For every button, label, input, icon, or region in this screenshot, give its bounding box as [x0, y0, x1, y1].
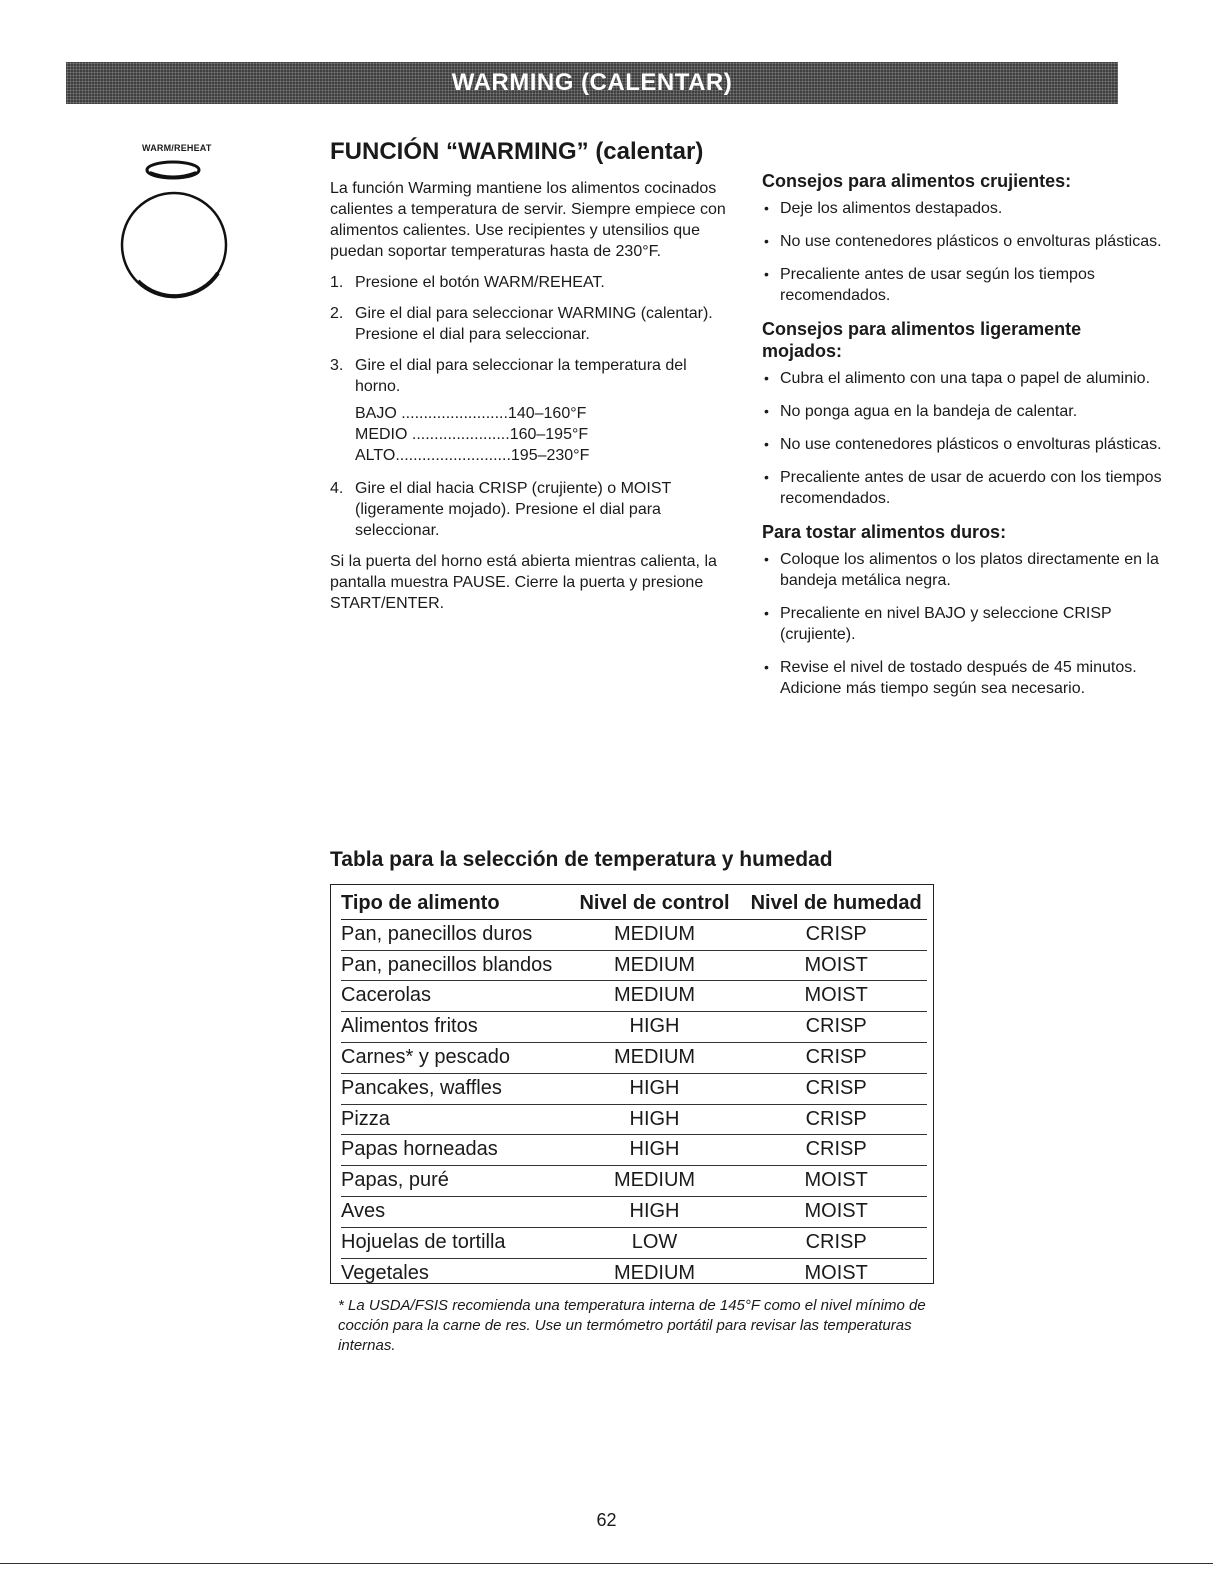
control-level-cell: MEDIUM [564, 950, 746, 981]
control-level-cell: MEDIUM [564, 1042, 746, 1073]
temp-label: BAJO ........................ [355, 405, 508, 422]
steps-list [330, 272, 730, 397]
food-type-cell: Pizza [341, 1104, 564, 1135]
step-text: Gire el dial para seleccionar WARMING (calentar). Presione el dial para seleccionar. [355, 305, 713, 343]
control-level-cell: MEDIUM [564, 1166, 746, 1197]
moisture-level-cell: MOIST [745, 1166, 927, 1197]
food-type-cell: Alimentos fritos [341, 1012, 564, 1043]
food-type-cell: Pan, panecillos blandos [341, 950, 564, 981]
step-item [330, 355, 730, 397]
table-row [341, 919, 927, 950]
food-type-cell: Hojuelas de tortilla [341, 1227, 564, 1258]
selection-table [341, 889, 927, 1288]
table-row [341, 1012, 927, 1043]
temp-value: 140–160°F [507, 405, 587, 422]
tip-item: • Deje los alimentos destapados. [762, 198, 1162, 219]
tips-heading-toast: Para tostar alimentos duros: [762, 522, 1007, 542]
tip-item: • Cubra el alimento con una tapa o papel de aluminio. [762, 368, 1162, 389]
tips-heading-crisp: Consejos para alimentos crujientes: [762, 171, 1072, 191]
food-type-cell: Aves [341, 1196, 564, 1227]
step-number: 3. [330, 357, 344, 374]
tip-item: • Precaliente antes de usar según los tiempos recomendados. [762, 264, 1162, 306]
footnote: * La USDA/FSIS recomienda una temperatura interna de 145°F como el nivel mínimo de cocción para la carne de res. Use un termómetro portátil para revisar las temperaturas internas. [338, 1297, 926, 1354]
step-number: 2. [330, 305, 344, 322]
moisture-level-cell: CRISP [745, 1135, 927, 1166]
temp-row [355, 424, 730, 445]
step-text: Gire el dial para seleccionar la temperatura del horno. [355, 357, 687, 395]
banner-title: WARMING (CALENTAR) [451, 69, 733, 96]
food-type-cell: Papas horneadas [341, 1135, 564, 1166]
dial-icon [118, 189, 230, 301]
warm-reheat-button-icon [144, 159, 202, 181]
intro-paragraph: La función Warming mantiene los alimentos cocinados calientes a temperatura de servir. Siempre empiece con alimentos calientes. Use recipientes y utensilios que puedan soportar temperaturas hasta de 230°F. [330, 180, 726, 260]
tips-heading-moist: Consejos para alimentos ligeramente mojados: [762, 319, 1082, 361]
closing-paragraph: Si la puerta del horno está abierta mientras calienta, la pantalla muestra PAUSE. Cierre la puerta y presione START/ENTER. [330, 553, 717, 612]
control-level-cell: HIGH [564, 1104, 746, 1135]
tips-list-toast [762, 549, 1162, 699]
moisture-level-cell: MOIST [745, 981, 927, 1012]
moisture-level-cell: CRISP [745, 919, 927, 950]
control-level-cell: HIGH [564, 1196, 746, 1227]
tip-item: • Revise el nivel de tostado después de 45 minutos. Adicione más tiempo según sea necesario. [762, 657, 1162, 699]
moisture-level-cell: MOIST [745, 1196, 927, 1227]
control-level-cell: MEDIUM [564, 981, 746, 1012]
warming-function-column [330, 138, 730, 614]
tip-item: • No use contenedores plásticos o envolturas plásticas. [762, 231, 1162, 252]
table-row [341, 1166, 927, 1197]
temp-label: ALTO.......................... [355, 447, 511, 464]
moisture-level-cell: CRISP [745, 1042, 927, 1073]
tips-column [762, 170, 1162, 711]
food-type-cell: Cacerolas [341, 981, 564, 1012]
food-type-cell: Pan, panecillos duros [341, 919, 564, 950]
table-row [341, 1042, 927, 1073]
food-type-cell: Carnes* y pescado [341, 1042, 564, 1073]
bottom-rule [0, 1563, 1213, 1564]
table-row [341, 981, 927, 1012]
warm-reheat-button-label: WARM/REHEAT [142, 143, 212, 153]
moisture-level-cell: CRISP [745, 1073, 927, 1104]
temp-value: 195–230°F [510, 447, 590, 464]
table-row [341, 1227, 927, 1258]
page-number: 62 [596, 1510, 617, 1530]
column-header-moisture: Nivel de humedad [745, 889, 927, 919]
tip-item: • No ponga agua en la bandeja de calentar. [762, 401, 1162, 422]
moisture-level-cell: CRISP [745, 1104, 927, 1135]
tip-item: • No use contenedores plásticos o envolturas plásticas. [762, 434, 1162, 455]
temperature-levels [355, 403, 730, 466]
food-type-cell: Vegetales [341, 1261, 429, 1284]
step-item [330, 303, 730, 345]
tip-item: • Precaliente antes de usar de acuerdo con los tiempos recomendados. [762, 467, 1162, 509]
table-row [341, 1104, 927, 1135]
food-type-cell: Papas, puré [341, 1166, 564, 1197]
step-text: Presione el botón WARM/REHEAT. [355, 274, 605, 291]
table-row [341, 1073, 927, 1104]
selection-table-frame [330, 884, 934, 1284]
control-level-cell: HIGH [564, 1135, 746, 1166]
step-number: 4. [330, 480, 344, 497]
column-header-food: Tipo de alimento [341, 889, 564, 919]
tip-item: • Coloque los alimentos o los platos directamente en la bandeja metálica negra. [762, 549, 1162, 591]
moisture-level-cell: CRISP [745, 1012, 927, 1043]
control-level-cell: MEDIUM [564, 919, 746, 950]
temp-value: 160–195°F [509, 426, 589, 443]
table-title: Tabla para la selección de temperatura y humedad [330, 848, 833, 871]
step-item [330, 272, 730, 293]
moisture-level-cell: CRISP [745, 1227, 927, 1258]
tip-item: • Precaliente en nivel BAJO y seleccione CRISP (crujiente). [762, 603, 1162, 645]
column-header-control: Nivel de control [564, 889, 746, 919]
table-row [341, 1258, 927, 1288]
table-row [341, 950, 927, 981]
table-body [341, 919, 927, 1288]
step-text: Gire el dial hacia CRISP (crujiente) o MOIST (ligeramente mojado). Presione el dial para seleccionar. [355, 480, 671, 539]
section-banner [66, 62, 1118, 104]
step-item [330, 478, 730, 541]
table-header-row [341, 889, 927, 919]
moisture-level-cell: MOIST [745, 950, 927, 981]
temp-label: MEDIO ...................... [355, 426, 510, 443]
control-level-cell: HIGH [564, 1073, 746, 1104]
steps-list-continued [330, 478, 730, 541]
step-number: 1. [330, 274, 344, 291]
control-level-cell: HIGH [564, 1012, 746, 1043]
moisture-level-cell: MOIST [804, 1261, 868, 1284]
temp-row [355, 403, 730, 424]
table-row [341, 1135, 927, 1166]
table-row [341, 1196, 927, 1227]
control-level-cell: MEDIUM [613, 1261, 696, 1284]
temp-row [355, 445, 730, 466]
food-type-cell: Pancakes, waffles [341, 1073, 564, 1104]
function-heading: FUNCIÓN “WARMING” (calentar) [330, 138, 704, 165]
tips-list-moist [762, 368, 1162, 509]
tips-list-crisp [762, 198, 1162, 306]
control-level-cell: LOW [564, 1227, 746, 1258]
